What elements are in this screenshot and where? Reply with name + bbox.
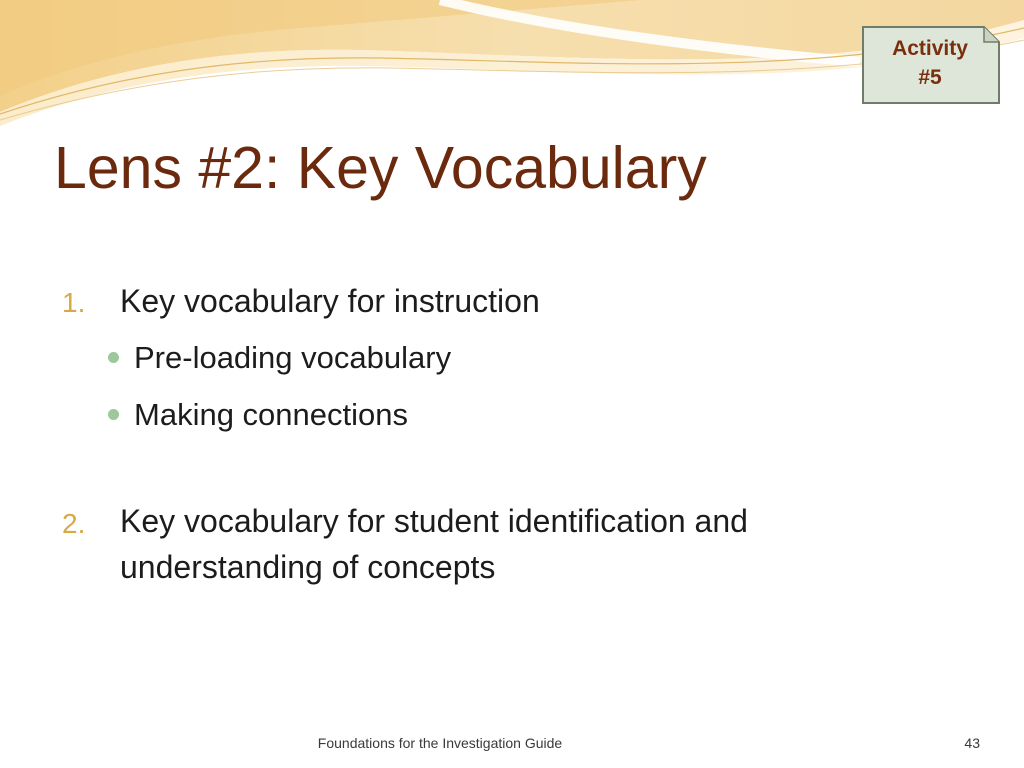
sub-item-preloading: Pre-loading vocabulary <box>134 340 452 375</box>
list-item-1-number: 1. <box>62 287 86 318</box>
list-item-2-number: 2. <box>62 508 86 539</box>
sub-item-connections: Making connections <box>134 397 408 432</box>
slide-title: Lens #2: Key Vocabulary <box>54 135 707 201</box>
activity-label-line1: Activity <box>892 37 968 60</box>
page-number: 43 <box>964 735 980 751</box>
bullet-dot <box>108 409 119 420</box>
activity-label-line2: #5 <box>918 66 942 89</box>
list-item-1-text: Key vocabulary for instruction <box>120 283 540 319</box>
footer-text: Foundations for the Investigation Guide <box>317 735 563 751</box>
list-item-2-text: Key vocabulary for student identification and understanding of concepts <box>120 503 748 585</box>
bullet-dot <box>108 352 119 363</box>
